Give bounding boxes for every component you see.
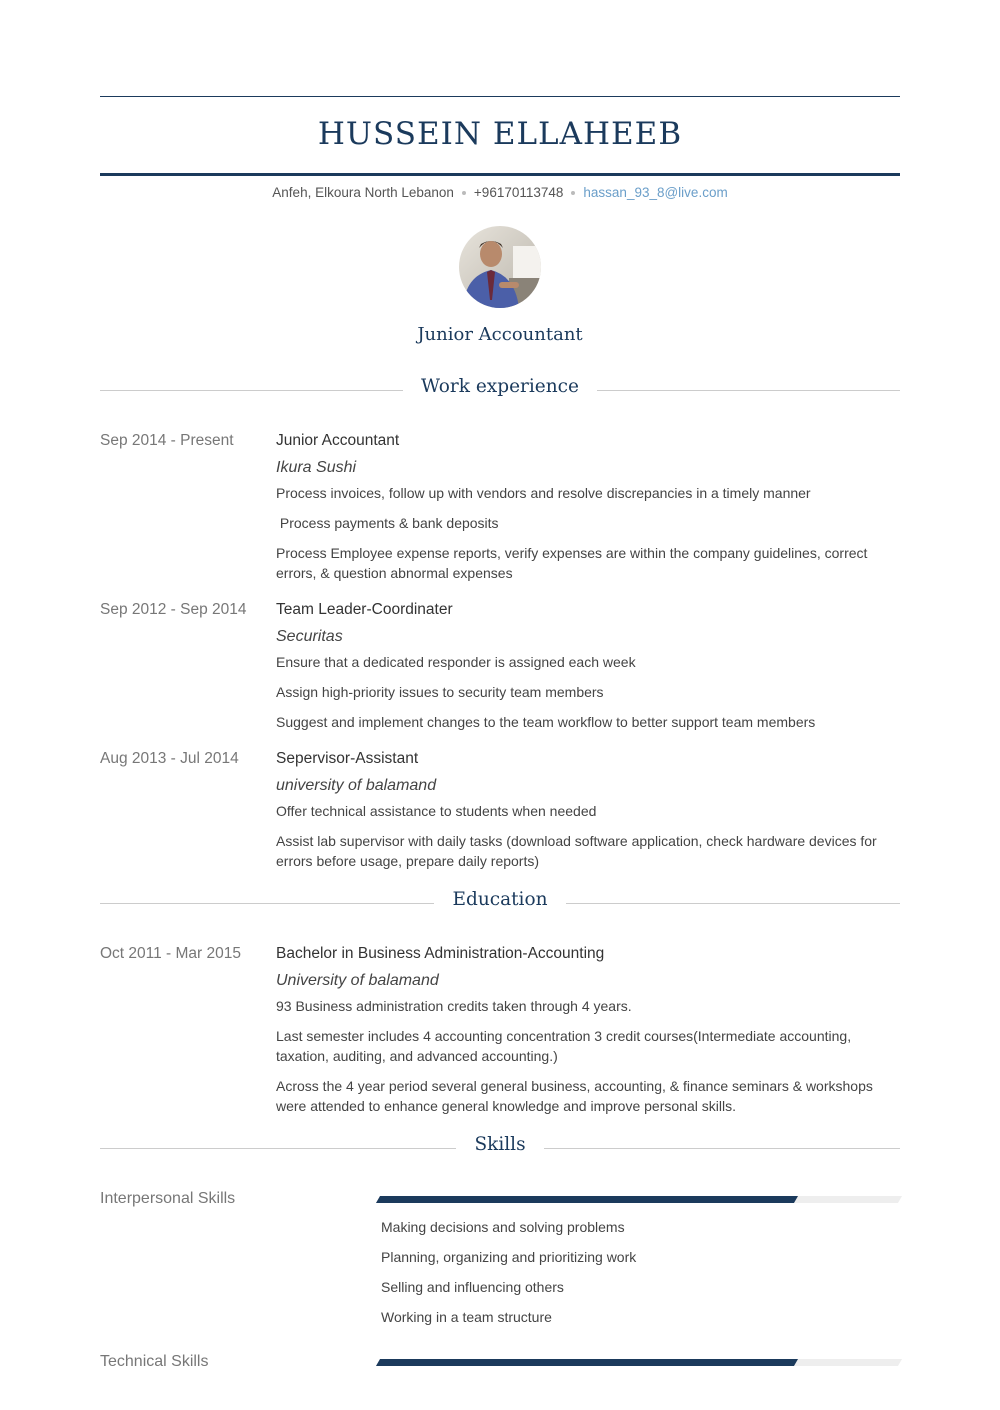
entry-bullet: Assist lab supervisor with daily tasks (download software application, check hardware devices for errors before usage, prepare daily reports) [276,833,877,869]
work-entry [100,748,900,871]
skill-entry [100,1188,900,1337]
address-text: Anfeh, Elkoura North Lebanon [272,185,454,200]
candidate-name: HUSSEIN ELLAHEEB [317,116,683,152]
entry-bullet: Process Employee expense reports, verify expenses are within the company guidelines, correct errors, & question abnormal expenses [276,545,868,581]
entry-bullet: Process invoices, follow up with vendors and resolve discrepancies in a timely manner [276,485,811,501]
education-entry [100,943,900,1116]
entry-organization: Ikura Sushi [276,459,357,476]
skill-item: Making decisions and solving problems [381,1219,625,1235]
avatar [459,226,541,308]
entry-date: Oct 2011 - Mar 2015 [100,945,242,962]
entry-bullet: 93 Business administration credits taken through 4 years. [276,998,632,1014]
section-title-work [100,374,900,400]
work-entry [100,599,900,732]
skill-item: Working in a team structure [381,1309,552,1325]
entry-bullet: Last semester includes 4 accounting concentration 3 credit courses(Intermediate accounting, taxation, auditing, and advanced accounting.) [276,1028,852,1064]
entry-date: Aug 2013 - Jul 2014 [100,750,239,767]
skill-level-bar [376,1196,902,1203]
skill-level-bar [376,1359,902,1366]
skill-name: Technical Skills [100,1353,209,1370]
work-entry [100,430,900,583]
section-heading: Education [452,889,548,910]
section-title-skills [100,1132,900,1158]
entry-bullet: Across the 4 year period several general business, accounting, & finance seminars & workshops were attended to enhance general knowledge and improve personal skills. [276,1078,873,1114]
phone-text: +96170113748 [473,185,564,200]
entry-bullet: Offer technical assistance to students when needed [276,803,597,819]
separator-dot-icon [462,191,466,195]
entry-date: Sep 2012 - Sep 2014 [100,601,247,618]
section-title-education [100,887,900,913]
entry-title: Bachelor in Business Administration-Accounting [276,945,605,962]
entry-organization: Securitas [276,628,343,645]
skill-level-fill [376,1359,798,1366]
work-entries [100,430,900,871]
skill-name: Interpersonal Skills [100,1190,236,1207]
skills-list [100,1188,900,1373]
resume-page [100,96,900,1387]
skill-item: Selling and influencing others [381,1279,564,1295]
entry-bullet: Ensure that a dedicated responder is assigned each week [276,654,636,670]
headline: Junior Accountant [417,324,583,345]
email-link[interactable]: hassan_93_8@live.com [583,185,728,200]
entry-title: Sepervisor-Assistant [276,750,419,767]
header-bottom-rule [100,173,900,176]
entry-date: Sep 2014 - Present [100,432,234,449]
entry-bullet: Assign high-priority issues to security team members [276,684,604,700]
entry-bullet: Suggest and implement changes to the team workflow to better support team members [276,714,816,730]
section-heading: Skills [474,1134,526,1155]
contact-line [100,184,900,202]
skill-entry [100,1351,900,1373]
separator-dot-icon [571,191,575,195]
entry-title: Junior Accountant [276,432,400,449]
entry-organization: university of balamand [276,777,437,794]
entry-organization: University of balamand [276,972,439,989]
skill-item: Planning, organizing and prioritizing work [381,1249,637,1265]
profile-photo [459,226,541,308]
skill-level-fill [376,1196,798,1203]
section-heading: Work experience [421,376,579,397]
entry-title: Team Leader-Coordinater [276,601,453,618]
entry-bullet: Process payments & bank deposits [276,515,499,531]
education-entries [100,943,900,1116]
